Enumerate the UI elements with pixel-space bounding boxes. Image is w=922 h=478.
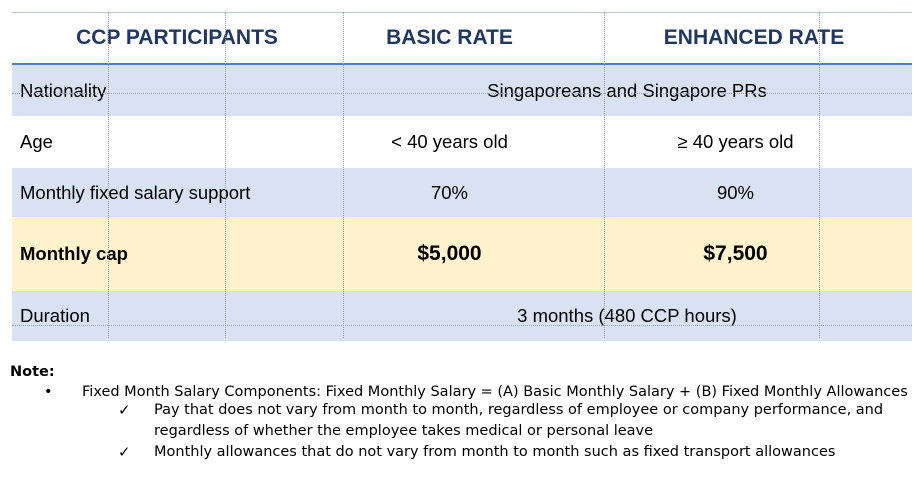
note-check-item xyxy=(118,400,915,442)
monthly-cap-label: Monthly cap xyxy=(20,243,128,264)
age-enhanced-value: ≥ 40 years old xyxy=(677,131,794,152)
note-title: Note: xyxy=(10,364,55,380)
checkmark-icon: ✓ xyxy=(118,443,131,461)
header-participants: CCP PARTICIPANTS xyxy=(76,26,278,49)
grid-line xyxy=(108,12,109,338)
table-row-duration xyxy=(12,291,912,341)
grid-line xyxy=(225,12,226,338)
grid-line xyxy=(12,93,912,94)
monthly-cap-basic-value: $5,000 xyxy=(417,242,482,265)
table-row-salary-support xyxy=(12,168,912,217)
bullet-icon: • xyxy=(44,384,53,400)
grid-line xyxy=(343,12,344,338)
monthly-cap-enhanced-value: $7,500 xyxy=(703,242,768,265)
nationality-value: Singaporeans and Singapore PRs xyxy=(487,79,767,101)
grid-line xyxy=(12,325,912,326)
table-row-age xyxy=(12,116,912,168)
age-basic-value: < 40 years old xyxy=(391,131,508,152)
duration-value: 3 months (480 CCP hours) xyxy=(517,305,737,326)
note-bullet-item xyxy=(44,384,922,400)
header-basic-rate: BASIC RATE xyxy=(386,26,513,49)
note-check-text: Monthly allowances that do not vary from month to month such as fixed transport allowances xyxy=(154,444,836,460)
ccp-rate-table xyxy=(12,12,912,341)
header-enhanced-rate: ENHANCED RATE xyxy=(663,26,845,49)
salary-support-enhanced-value: 90% xyxy=(716,181,755,203)
salary-support-basic-value: 70% xyxy=(430,181,469,203)
grid-line xyxy=(819,12,820,338)
note-section xyxy=(10,364,915,463)
salary-support-label: Monthly fixed salary support xyxy=(20,181,251,203)
age-label: Age xyxy=(20,131,53,152)
grid-line xyxy=(604,12,605,338)
nationality-label: Nationality xyxy=(20,79,107,101)
note-check-item xyxy=(118,442,915,463)
table-row-monthly-cap xyxy=(12,217,912,291)
note-bullet-text: Fixed Month Salary Components: Fixed Monthly Salary = (A) Basic Monthly Salary + (B) Fixed Monthly Allowances xyxy=(82,384,908,400)
table-row-nationality xyxy=(12,65,912,116)
note-check-text: Pay that does not vary from month to month, regardless of employee or company performance, and regardless of whether the employee takes medical or personal leave xyxy=(154,402,884,439)
table-header-row xyxy=(12,12,912,65)
checkmark-icon: ✓ xyxy=(118,401,131,419)
duration-label: Duration xyxy=(20,305,90,326)
